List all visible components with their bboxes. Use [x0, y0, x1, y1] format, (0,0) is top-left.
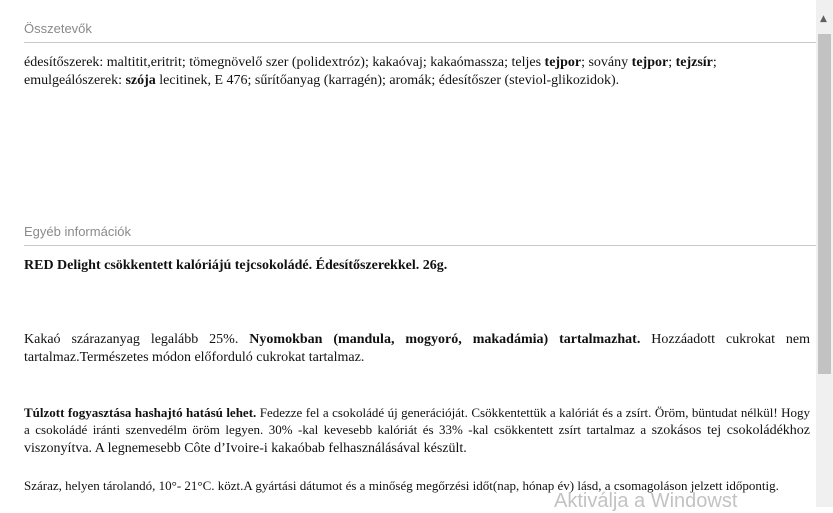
- ingredients-text: [24, 54, 804, 90]
- windows-activation-watermark: Aktiválja a Windowst: [554, 490, 738, 512]
- cocoa-info-paragraph: [24, 331, 810, 367]
- scrollbar-thumb[interactable]: [818, 34, 831, 374]
- laxative-warning: Túlzott fogyasztása hashajtó hatású lehet.: [24, 405, 257, 420]
- allergen: tejpor: [544, 55, 582, 70]
- other-info-section-title: Egyéb információk: [24, 224, 824, 246]
- allergen: tejpor: [631, 55, 669, 70]
- ingredient-part: ;: [668, 55, 676, 70]
- ingredient-part: lecitinek, E 476; sűrítőanyag (karragén); aromák; édesítőszer (steviol-glikozidok).: [155, 73, 620, 88]
- sugar-text: Hozzáadott cukrokat nem tartalmaz.Természetes módon előforduló cukrokat tartalmaz.: [24, 332, 811, 365]
- ingredient-part: ; sovány: [581, 55, 632, 70]
- scroll-up-arrow-icon[interactable]: ▲: [820, 14, 827, 24]
- description-text-end: szokásos tej csokoládékhoz viszonyítva. A legnemesebb Côte d’Ivoire-i kakaóbab felhasználásával készült.: [24, 423, 810, 456]
- cocoa-text: Kakaó szárazanyag legalább 25%.: [24, 332, 250, 347]
- vertical-scrollbar[interactable]: [816, 0, 833, 507]
- description-paragraph: [24, 404, 810, 457]
- allergen: tejzsír: [675, 55, 713, 70]
- product-title: RED Delight csökkentett kalóriájú tejcsokoládé. Édesítőszerekkel. 26g.: [24, 258, 448, 273]
- ingredients-section-title: Összetevők: [24, 21, 824, 43]
- ingredient-part: édesítőszerek: maltitit,eritrit; tömegnövelő szer (polidextróz); kakaóvaj; kakaómassza; teljes: [24, 55, 545, 70]
- allergen: szója: [125, 73, 156, 88]
- description-text: Fedezze fel a csokoládé új generációját. Csökkentettük a kalóriát és a zsírt. Öröm, büntudat nélkül! Hogy a csokoládé iránti szenvedélm öröm legyen. 30% -kal kevesebb kalóriát és 33% -kal csökkentett zsírt tartalmaz a: [24, 405, 810, 437]
- ingredient-part: ; emulgeálószerek:: [24, 55, 717, 88]
- traces-warning: Nyomokban (mandula, mogyoró, makadámia) tartalmazhat.: [249, 332, 641, 347]
- storage-paragraph: Száraz, helyen tárolandó, 10°- 21°C. közt.A gyártási dátumot és a minőség megőrzési időt(nap, hónap év) lásd, a csomagoláson jelzett időpontig.: [24, 478, 779, 493]
